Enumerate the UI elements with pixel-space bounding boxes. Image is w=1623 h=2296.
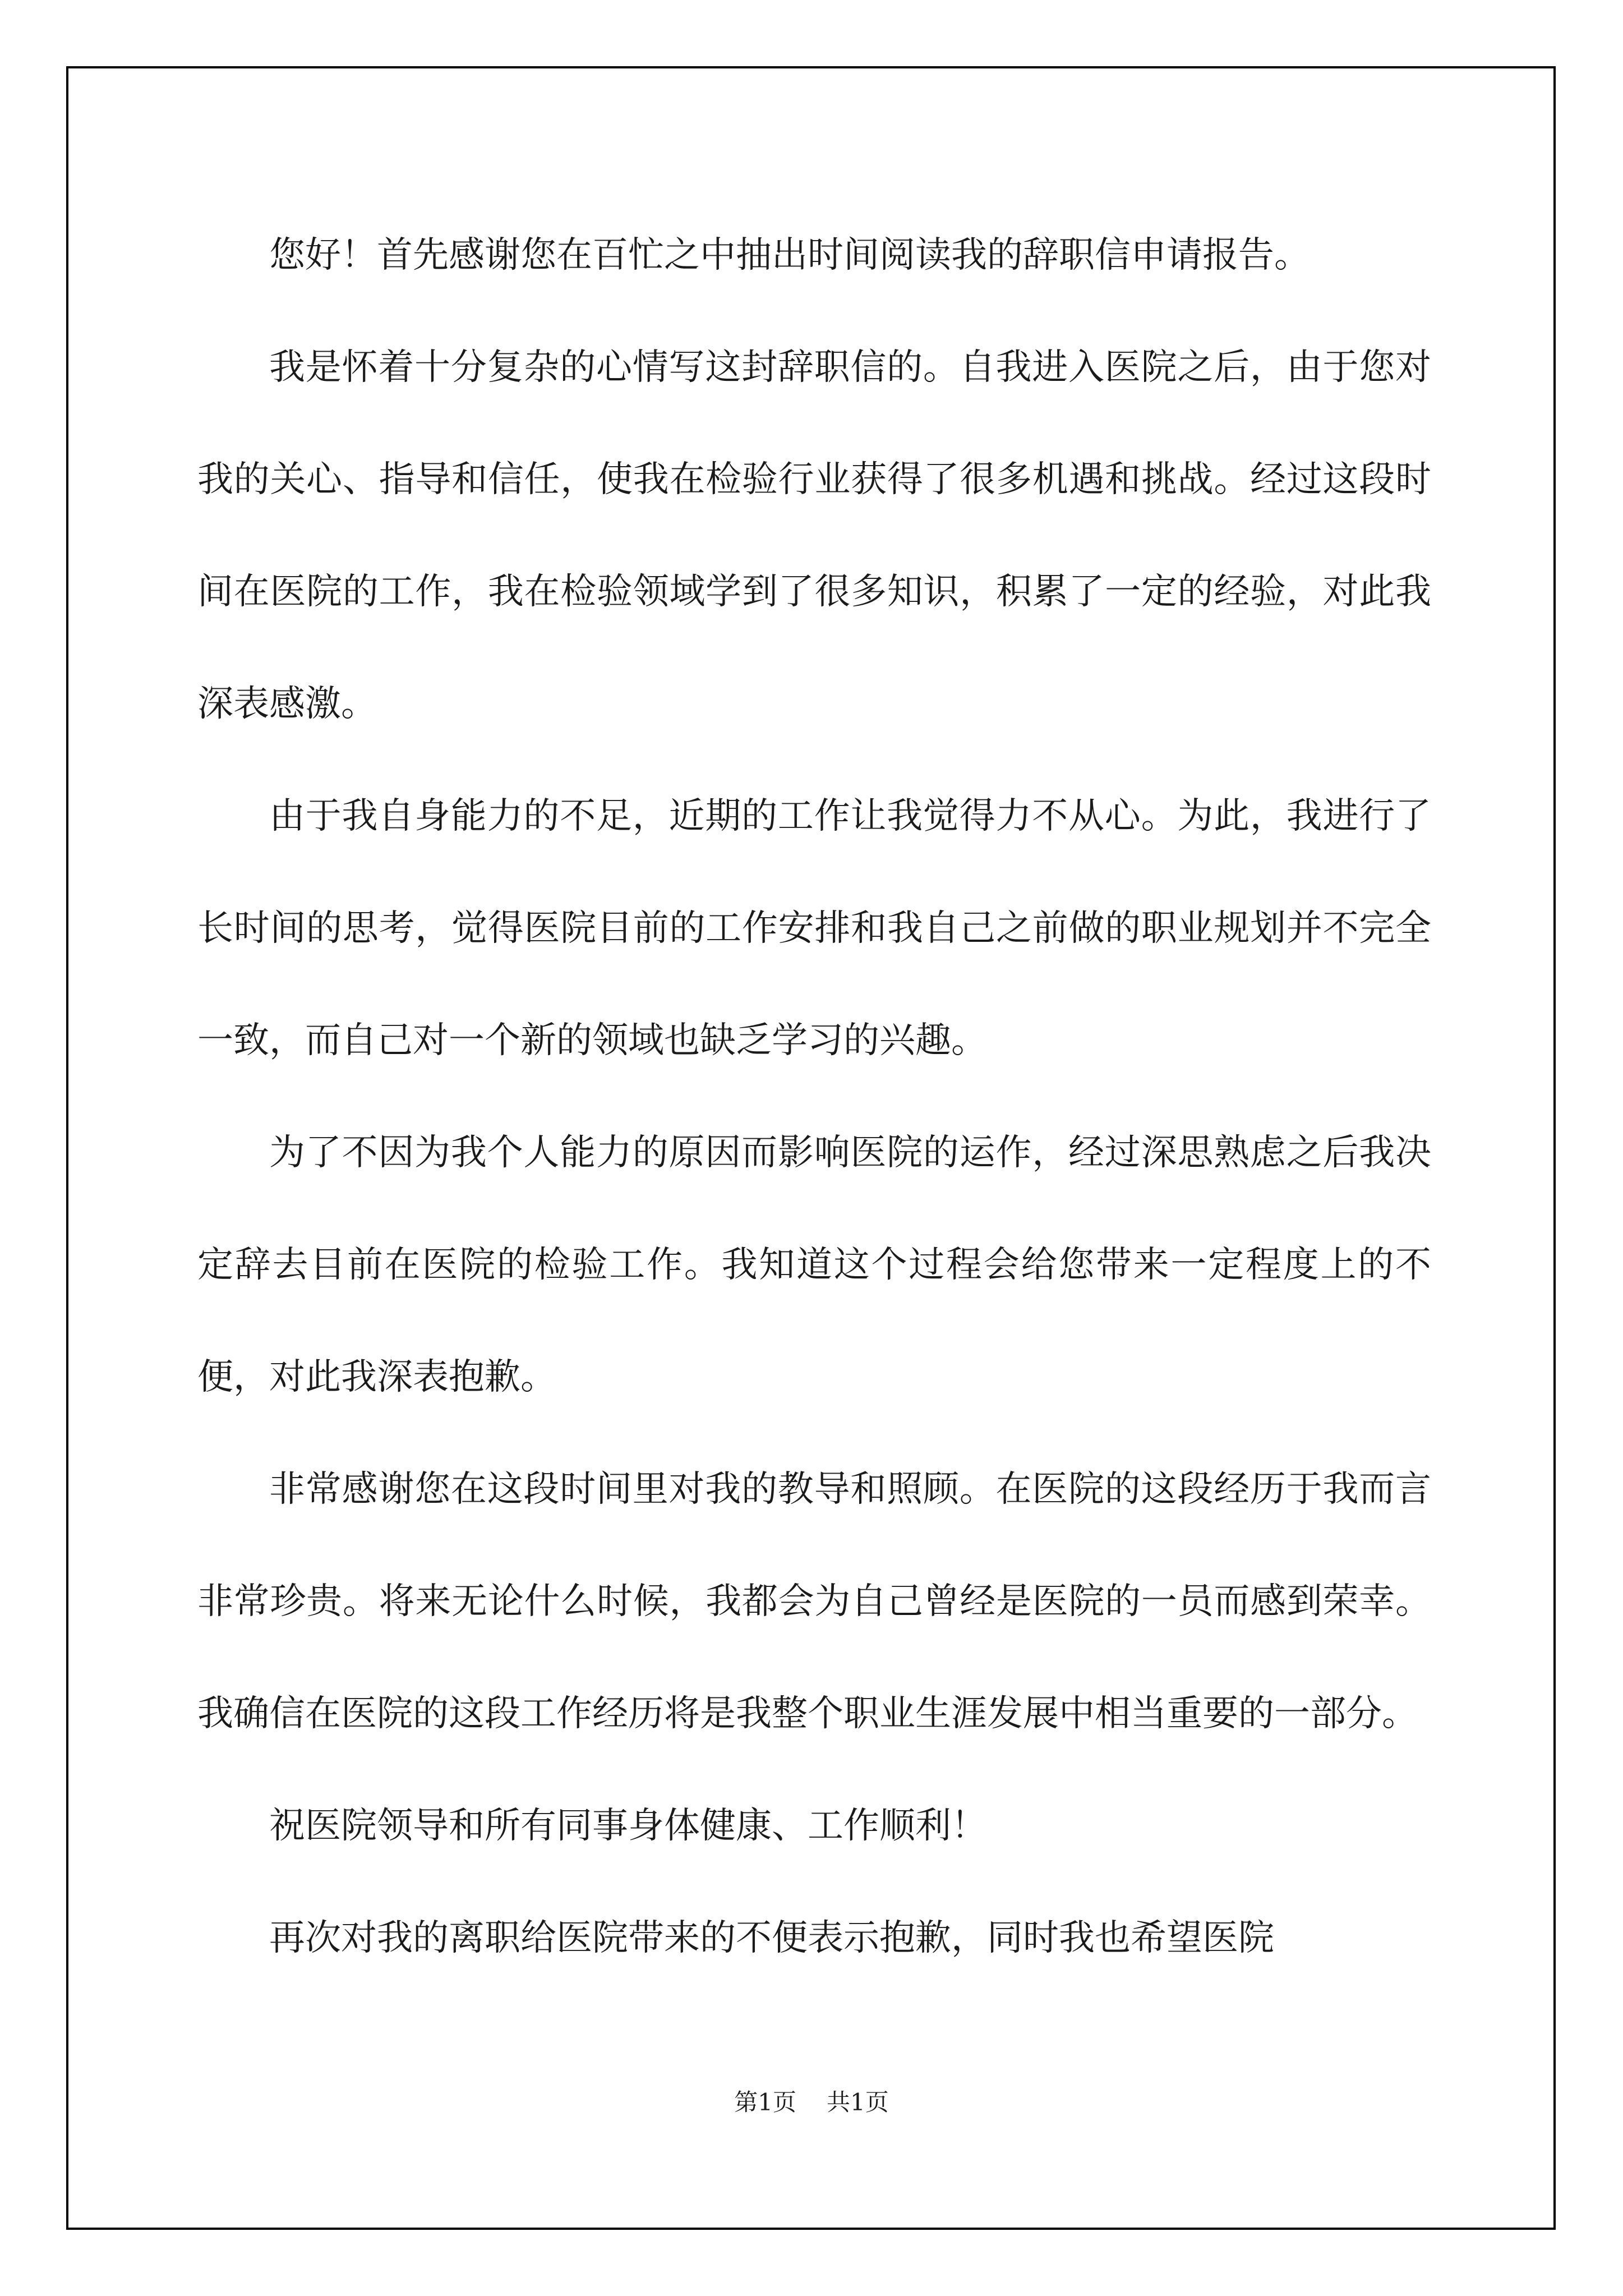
page-number-current: 第1页	[734, 2088, 796, 2116]
paragraph-greeting: 您好！首先感谢您在百忙之中抽出时间阅读我的辞职信申请报告。	[269, 234, 1310, 276]
page-number-total: 共1页	[827, 2088, 889, 2116]
page-footer	[0, 2086, 1623, 2119]
paragraph-reason: 由于我自身能力的不足，近期的工作让我觉得力不从心。为此，我进行了长时间的思考，觉得医院目前的工作安排和我自己之前做的职业规划并不完全一致，而自己对一个新的领域也缺乏学习的兴趣。	[197, 795, 1431, 1061]
paragraph-gratitude: 我是怀着十分复杂的心情写这封辞职信的。自我进入医院之后，由于您对我的关心、指导和信任，使我在检验行业获得了很多机遇和挑战。经过这段时间在医院的工作，我在检验领域学到了很多知识，积累了一定的经验，对此我深表感激。	[197, 347, 1431, 725]
paragraph-apology: 再次对我的离职给医院带来的不便表示抱歉，同时我也希望医院	[269, 1917, 1274, 1959]
letter-body	[197, 199, 1431, 1994]
paragraph-wishes: 祝医院领导和所有同事身体健康、工作顺利！	[269, 1805, 987, 1847]
paragraph-thanks: 非常感谢您在这段时间里对我的教导和照顾。在医院的这段经历于我而言非常珍贵。将来无论什么时候，我都会为自己曾经是医院的一员而感到荣幸。我确信在医院的这段工作经历将是我整个职业生涯发展中相当重要的一部分。	[197, 1469, 1431, 1734]
paragraph-decision: 为了不因为我个人能力的原因而影响医院的运作，经过深思熟虑之后我决定辞去目前在医院的检验工作。我知道这个过程会给您带来一定程度上的不便，对此我深表抱歉。	[197, 1132, 1431, 1398]
